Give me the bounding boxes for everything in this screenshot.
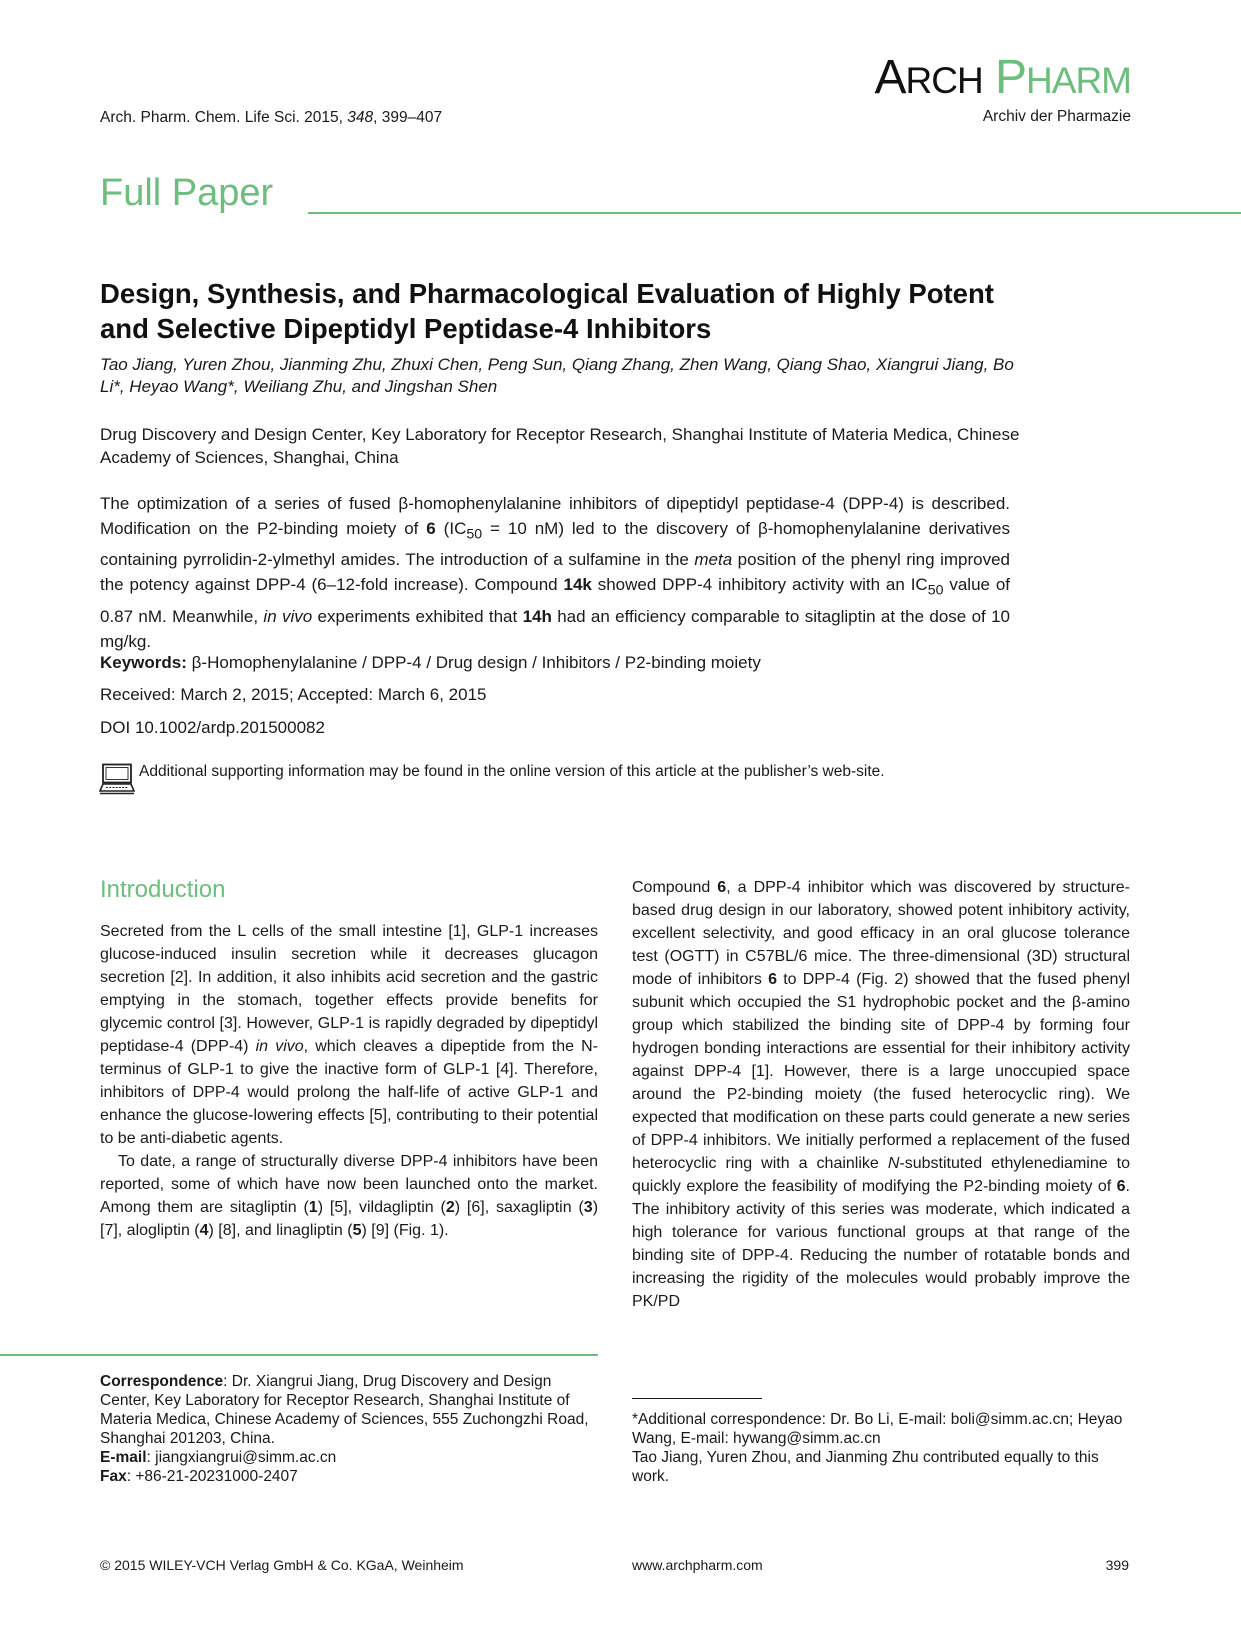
doi[interactable]: DOI 10.1002/ardp.201500082 — [100, 718, 325, 737]
correspondence-email[interactable]: : jiangxiangrui@simm.ac.cn — [146, 1449, 337, 1466]
footnote-equal-contribution: Tao Jiang, Yuren Zhou, and Jianming Zhu contributed equally to this work. — [632, 1449, 1099, 1485]
section-label: Full Paper — [100, 172, 274, 214]
logo-arch-initial: A — [874, 51, 906, 104]
correspondence: Correspondence: Dr. Xiangrui Jiang, Drug Discovery and Design Center, Key Laboratory for Receptor Research, Shanghai Institute of Materia Medica, Chinese Academy of Sciences, 555 Zuchongzhi Road, Shanghai 201203, China. E-mail: jiangxiangrui@simm.ac.cn Fax: +86-21-20231000-2407 — [100, 1373, 589, 1485]
intro-paragraph-3: Compound 6, a DPP-4 inhibitor which was discovered by structure-based drug design in our laboratory, showed potent inhibitory activity, excellent selectivity, and good efficacy in an oral glucose tolerance test (OGTT) in C57BL/6 mice. The three-dimensional (3D) structural mode of inhibitors 6 to DPP-4 (Fig. 2) showed that the fused phenyl subunit which occupied the S1 hydrophobic pocket and the β-amino group which stabilized the binding site of DPP-4 by forming four hydrogen bonding interactions are essential for their inhibitory activity against DPP-4 [1]. However, there is a large unoccupied space around the P2-binding moiety (the fused heterocyclic ring). We expected that modification on these parts could generate a new series of DPP-4 inhibitors. We initially performed a replacement of the fused heterocyclic ring with a chainlike N-substituted ethylenediamine to quickly explore the feasibility of modifying the P2-binding moiety of 6. The inhibitory activity of this series was moderate, which indicated a high tolerance for various functional groups at that range of the binding site of DPP-4. Reducing the number of rotatable bonds and increasing the rigidity of the molecules would probably improve the PK/PD — [632, 879, 1131, 1310]
journal-citation — [100, 109, 442, 127]
section-rule — [308, 212, 1241, 214]
logo-arch-rest: RCH — [905, 60, 983, 101]
page-number: 399 — [1105, 1557, 1129, 1573]
keywords-label: Keywords: — [100, 653, 187, 672]
affiliation: Drug Discovery and Design Center, Key Laboratory for Receptor Research, Shanghai Institute of Materia Medica, Chinese Academy of Sciences, Shanghai, China — [100, 425, 1020, 467]
footnote-additional-correspondence: *Additional correspondence: Dr. Bo Li, E-mail: boli@simm.ac.cn; Heyao Wang, E-mail: hywang@simm.ac.cn — [632, 1411, 1123, 1447]
introduction-heading: Introduction — [100, 876, 226, 903]
logo-pharm-initial: P — [995, 51, 1027, 104]
journal-logo — [874, 51, 1132, 126]
footer-website[interactable]: www.archpharm.com — [632, 1557, 763, 1573]
received-dates: Received: March 2, 2015; Accepted: March 6, 2015 — [100, 685, 487, 704]
author-list: Tao Jiang, Yuren Zhou, Jianming Zhu, Zhuxi Chen, Peng Sun, Qiang Zhang, Zhen Wang, Qiang Shao, Xiangrui Jiang, Bo Li*, Heyao Wang*, Weiliang Zhu, and Jingshan Shen — [100, 355, 1014, 396]
right-column — [632, 876, 1130, 1313]
keywords-list: β-Homophenylalanine / DPP-4 / Drug design / Inhibitors / P2-binding moiety — [186, 653, 761, 672]
logo-pharm-rest: HARM — [1026, 60, 1131, 101]
abstract: The optimization of a series of fused β-homophenylalanine inhibitors of dipeptidyl peptidase-4 (DPP-4) is described. Modification on the P2-binding moiety of 6 ($IC_{50} = 10$ nM) led to the discovery of β-homophenylalanine derivatives containing pyrrolidin-2-ylmethyl amides. The introduction of a sulfamine in the meta position of the phenyl ring improved the potency against DPP-4 (6–12-fold increase). Compound 14k showed DPP-4 inhibitory activity with an $IC_{50}$ value of 0.87 nM. Meanwhile, in vivo experiments exhibited that 14h had an efficiency comparable to sitagliptin at the dose of 10 mg/kg. — [100, 494, 1011, 651]
footnote-rule — [632, 1398, 762, 1399]
article-title: Design, Synthesis, and Pharmacological Evaluation of Highly Potent and Selective Dipeptidyl Peptidase-4 Inhibitors — [100, 278, 994, 344]
intro-paragraph-2: To date, a range of structurally diverse DPP-4 inhibitors have been reported, some of which have now been launched onto the market. Among them are sitagliptin (1) [5], vildagliptin (2) [6], saxagliptin (3) [7], alogliptin (4) [8], and linagliptin (5) [9] (Fig. 1). — [100, 1153, 599, 1239]
intro-paragraph-1: Secreted from the L cells of the small intestine [1], GLP-1 increases glucose-induced insulin secretion while it decreases glucagon secretion [2]. In addition, it also inhibits acid secretion and the gastric emptying in the stomach, together effects provide benefits for glycemic control [3]. However, GLP-1 is rapidly degraded by dipeptidyl peptidase-4 (DPP-4) in vivo, which cleaves a dipeptide from the N-terminus of GLP-1 to give the inactive form of GLP-1 [4]. Therefore, inhibitors of DPP-4 would prolong the half-life of active GLP-1 and enhance the glucose-lowering effects [5], contributing to their potential to be anti-diabetic agents. — [100, 923, 599, 1147]
left-column — [100, 920, 598, 1242]
journal-volume: 348 — [347, 109, 374, 126]
footer-copyright: © 2015 WILEY-VCH Verlag GmbH & Co. KGaA, Weinheim — [100, 1557, 464, 1573]
journal-prefix: Arch. Pharm. Chem. Life Sci. 2015, — [100, 109, 348, 126]
correspondence-rule — [0, 1354, 598, 1356]
logo-wordmark — [874, 51, 1132, 104]
keywords — [100, 653, 761, 673]
journal-pages: , 399–407 — [373, 109, 443, 126]
supporting-info-note: Additional supporting information may be found in the online version of this article at the publisher’s web-site. — [139, 763, 885, 780]
laptop-icon — [99, 763, 135, 802]
logo-subtitle: Archiv der Pharmazie — [982, 108, 1131, 125]
footnotes — [632, 1410, 1130, 1486]
